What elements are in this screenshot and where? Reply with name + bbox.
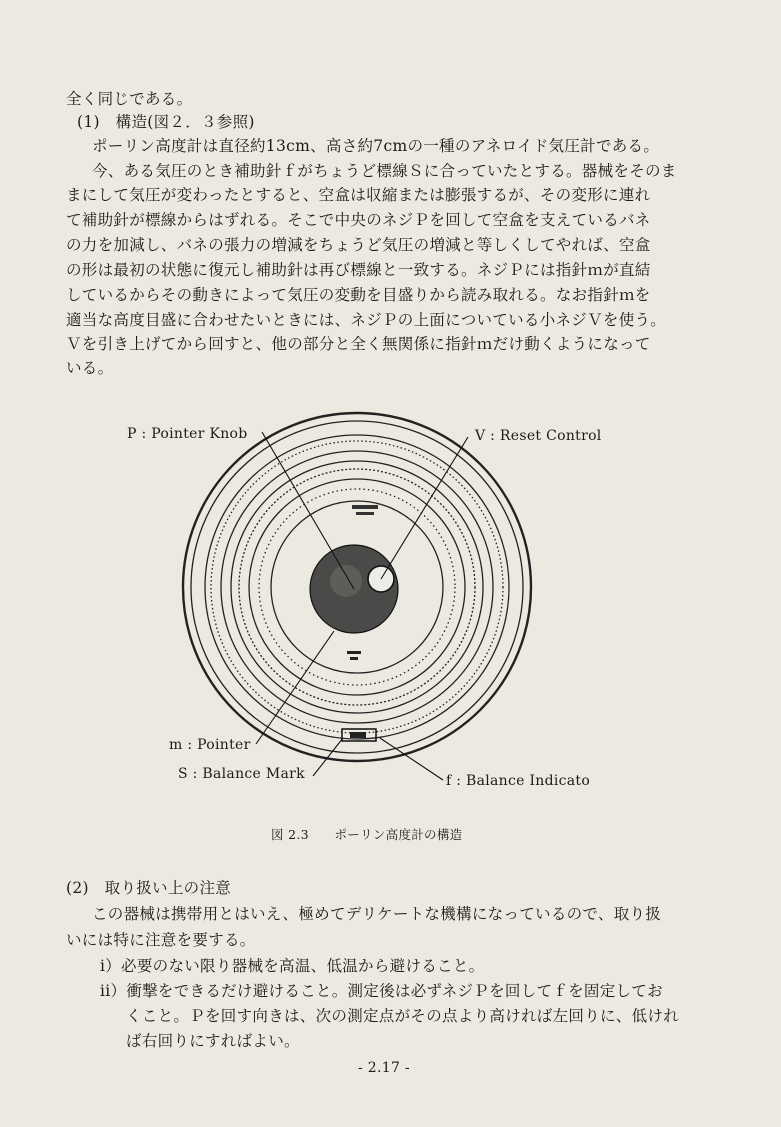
text-line: 全く同じである。 xyxy=(66,90,193,108)
text-line: i）必要のない限り器械を高温、低温から避けること。 xyxy=(100,957,485,975)
section-heading: (1) 構造(図２．３参照) xyxy=(77,113,255,131)
label-balance-indicator: f : Balance Indicato xyxy=(446,773,591,789)
text-line: の形は最初の状態に復元し補助針は再び標線と一致する。ネジＰには指針ｍが直結 xyxy=(66,261,651,279)
label-reset-control: V : Reset Control xyxy=(475,428,602,444)
text-line: ば右回りにすればよい。 xyxy=(126,1032,300,1050)
label-pointer: m : Pointer xyxy=(169,737,251,753)
text-line: Ｖを引き上げてから回すと、他の部分と全く無関係に指針ｍだけ動くようになって xyxy=(66,335,651,353)
figure-caption: 図 2.3 ポーリン高度計の構造 xyxy=(271,827,463,842)
page-number: - 2.17 - xyxy=(358,1060,410,1076)
section-heading: (2) 取り扱い上の注意 xyxy=(66,879,232,897)
text-line: て補助針が標線からはずれる。そこで中央のネジＰを回して空盒を支えているバネ xyxy=(66,211,651,229)
text-line: この器械は携帯用とはいえ、極めてデリケートな機構になっているので、取り扱 xyxy=(92,905,662,923)
text-line: いには特に注意を要する。 xyxy=(66,931,256,949)
label-pointer-knob: P : Pointer Knob xyxy=(127,426,248,442)
text-line: 今、ある気圧のとき補助針ｆがちょうど標線Ｓに合っていたとする。器械をそのま xyxy=(92,162,677,180)
text-line: 適当な高度目盛に合わせたいときには、ネジＰの上面についている小ネジＶを使う。 xyxy=(66,311,667,329)
text-line: の力を加減し、バネの張力の増減をちょうど気圧の増減と等しくしてやれば、空盒 xyxy=(66,236,651,254)
text-line: くこと。Ｐを回す向きは、次の測定点がその点より高ければ左回りに、低けれ xyxy=(126,1007,680,1025)
text-line: ポーリン高度計は直径約13cm、高さ約7cmの一種のアネロイド気圧計である。 xyxy=(92,137,660,155)
text-line: いる。 xyxy=(66,359,114,377)
text-line: ii）衝撃をできるだけ避けること。測定後は必ずネジＰを回してｆを固定してお xyxy=(100,982,663,1000)
label-balance-mark: S : Balance Mark xyxy=(178,766,305,782)
text-line: しているからその動きによって気圧の変動を目盛りから読み取れる。なお指針ｍを xyxy=(66,286,651,304)
text-line: まにして気圧が変わったとすると、空盒は収縮または膨張するが、その変形に連れ xyxy=(66,186,651,204)
